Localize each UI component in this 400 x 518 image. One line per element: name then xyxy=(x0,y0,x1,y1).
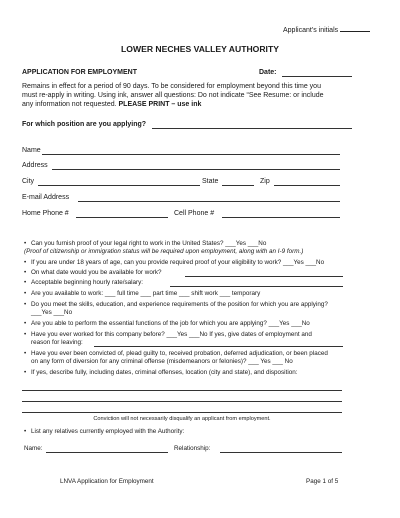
describe-line-3[interactable] xyxy=(22,412,342,413)
bullet-icon: • xyxy=(24,301,27,308)
question-availability-type xyxy=(24,290,260,298)
question-text: Do you meet the skills, education, and experience requirements of the position for which you are applying? xyxy=(31,301,328,308)
home-phone-label: Home Phone # xyxy=(22,210,69,217)
address-field[interactable] xyxy=(52,169,340,170)
zip-label: Zip xyxy=(260,178,270,185)
question-text: If yes, describe fully, including dates, criminal offenses, location (city and state), and disposition: xyxy=(31,369,298,376)
org-title: LOWER NECHES VALLEY AUTHORITY xyxy=(121,44,279,54)
state-label: State xyxy=(202,178,219,185)
intro-line-3-text: any information not requested. xyxy=(22,101,119,108)
date-field[interactable] xyxy=(282,76,352,77)
question-text: Have you ever been convicted of, plead guilty to, received probation, deferred adjudication, or been placed xyxy=(31,350,328,357)
email-field[interactable] xyxy=(78,201,340,202)
zip-field[interactable] xyxy=(274,185,340,186)
question-text: Are you able to perform the essential functions of the job for which you are applying? ___Yes ___No xyxy=(31,320,310,327)
city-field[interactable] xyxy=(38,185,200,186)
relative-name-field[interactable] xyxy=(46,452,168,453)
bullet-icon: • xyxy=(24,331,27,338)
proof-note: (Proof of citizenship or immigration status will be required upon employment, along with an I-9 form.) xyxy=(24,248,304,255)
city-label: City xyxy=(22,178,35,185)
question-text: List any relatives currently employed with the Authority: xyxy=(31,428,185,435)
name-label: Name xyxy=(22,147,41,154)
relative-relationship-field[interactable] xyxy=(220,452,342,453)
bullet-icon: • xyxy=(24,279,27,286)
reason-for-leaving-field[interactable] xyxy=(94,346,343,347)
name-field[interactable] xyxy=(42,154,340,155)
please-print-note: PLEASE PRINT – use ink xyxy=(118,101,202,108)
footer-page-number: Page 1 of 5 xyxy=(306,478,339,485)
question-skills xyxy=(24,301,328,309)
intro-line-1: Remains in effect for a period of 90 days. To be considered for employment beyond this time you xyxy=(22,83,321,90)
bullet-icon: • xyxy=(24,259,27,266)
question-relatives xyxy=(24,428,184,436)
state-field[interactable] xyxy=(222,185,254,186)
bullet-icon: • xyxy=(24,240,27,247)
bullet-icon: • xyxy=(24,269,27,276)
application-title: APPLICATION FOR EMPLOYMENT xyxy=(22,69,137,76)
hourly-rate-field[interactable] xyxy=(170,286,343,287)
convicted-line-2: on any form of diversion for any criminal offense (misdemeanors or felonies)? ___ Yes ___ No xyxy=(31,358,293,365)
relative-name-label: Name: xyxy=(24,445,43,452)
intro-line-2: must re-apply in writing. Using ink, answer all questions: Do not indicate “See Resume: or include xyxy=(22,92,324,99)
home-phone-field[interactable] xyxy=(76,217,168,218)
cell-phone-label: Cell Phone # xyxy=(174,210,215,217)
describe-line-2[interactable] xyxy=(22,401,342,402)
question-available-date xyxy=(24,269,162,277)
question-text: Have you ever worked for this company before? ___Yes ___No If yes, give dates of employment and xyxy=(31,331,312,338)
footer-doc-title: LNVA Application for Employment xyxy=(60,478,154,485)
cell-phone-field[interactable] xyxy=(222,217,340,218)
question-essential-functions xyxy=(24,320,310,328)
date-label: Date: xyxy=(259,69,277,76)
bullet-icon: • xyxy=(24,428,27,435)
question-text: Are you available to work: ___ full time ___ part time ___ shift work ___ temporary xyxy=(31,290,261,297)
bullet-icon: • xyxy=(24,320,27,327)
question-text: On what date would you be available for work? xyxy=(31,269,162,276)
bullet-icon: • xyxy=(24,350,27,357)
question-text: If you are under 18 years of age, can you provide required proof of your eligibility to work? ___Yes ___No xyxy=(31,259,325,266)
question-text: Acceptable beginning hourly rate/salary: xyxy=(31,279,144,286)
intro-line-3 xyxy=(22,100,201,109)
position-field[interactable] xyxy=(152,128,352,129)
question-text: Can you furnish proof of your legal right to work in the United States? ___Yes ___No xyxy=(31,240,267,247)
question-describe xyxy=(24,369,297,377)
available-date-field[interactable] xyxy=(185,276,343,277)
question-under-18 xyxy=(24,259,324,267)
email-label: E-mail Address xyxy=(22,194,70,201)
relative-relationship-label: Relationship: xyxy=(174,445,211,452)
bullet-icon: • xyxy=(24,369,27,376)
address-label: Address xyxy=(22,162,48,169)
conviction-note: Conviction will not necessarily disqualify an applicant from employment. xyxy=(93,416,271,422)
bullet-icon: • xyxy=(24,290,27,297)
question-hourly-rate xyxy=(24,279,143,287)
describe-line-1[interactable] xyxy=(22,390,342,391)
position-label: For which position are you applying? xyxy=(22,121,147,128)
applicant-initials-blank[interactable] xyxy=(340,24,370,32)
reason-for-leaving-label: reason for leaving: xyxy=(31,339,83,346)
applicant-initials-label: Applicant’s initials xyxy=(283,27,339,34)
question-worked-before xyxy=(24,331,312,339)
question-legal-right xyxy=(24,240,266,248)
question-convicted xyxy=(24,350,328,358)
applicant-initials xyxy=(283,24,370,35)
skills-answer: ___Yes ___No xyxy=(31,309,73,316)
